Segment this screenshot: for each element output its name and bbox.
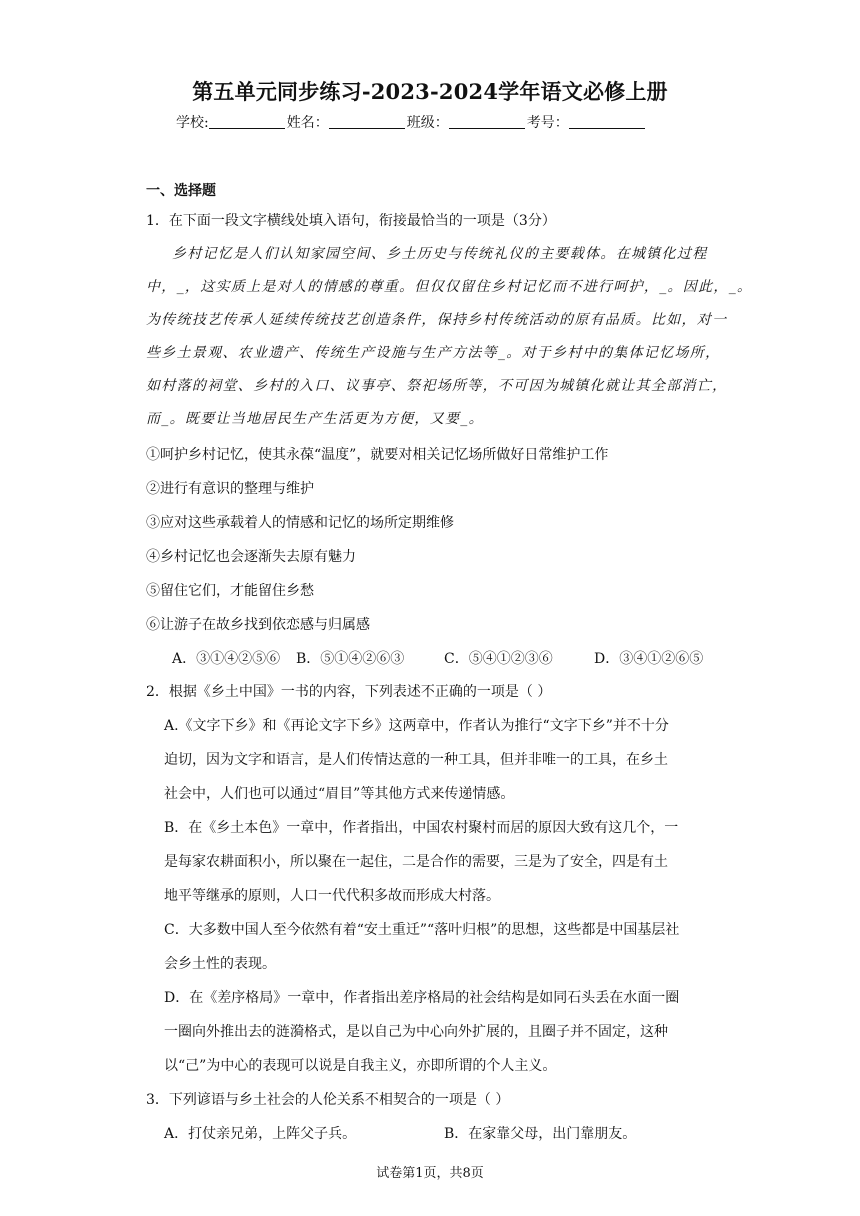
choice-line: 社会中，人们也可以通过“眉目”等其他方式来传递情感。 bbox=[164, 786, 515, 802]
passage-line: 而_。既要让当地居民生产生活更为方便，又要_。 bbox=[146, 411, 484, 427]
choice-line: C．大多数中国人至今依然有着“安土重迁”“落叶归根”的思想，这些都是中国基层社 bbox=[164, 922, 680, 938]
option-c[interactable]: C．⑤④①②③⑥ bbox=[444, 651, 553, 667]
option-b[interactable]: B．在家靠父母，出门靠朋友。 bbox=[444, 1126, 637, 1142]
list-item: ②进行有意识的整理与维护 bbox=[146, 481, 314, 497]
choice-line: D．在《差序格局》一章中，作者指出差序格局的社会结构是如同石头丢在水面一圈 bbox=[164, 990, 680, 1006]
class-blank bbox=[449, 114, 525, 129]
class-label: 班级： bbox=[406, 115, 449, 131]
list-item: ⑤留住它们，才能留住乡愁 bbox=[146, 583, 314, 599]
option-a[interactable]: A．打仗亲兄弟，上阵父子兵。 bbox=[164, 1126, 357, 1142]
page-title: 第五单元同步练习-2023-2024学年语文必修上册 bbox=[192, 79, 668, 104]
list-item: ⑥让游子在故乡找到依恋感与归属感 bbox=[146, 617, 370, 633]
passage-line: 中，_，这实质上是对人的情感的尊重。但仅仅留住乡村记忆而不进行呵护，_。因此，_。 bbox=[146, 279, 753, 295]
student-info-line bbox=[176, 112, 647, 132]
choice-line: B．在《乡土本色》一章中，作者指出，中国农村聚村而居的原因大致有这几个，一 bbox=[164, 820, 679, 836]
choice-line: 一圈向外推出去的涟漪格式，是以自己为中心向外扩展的，且圈子并不固定，这种 bbox=[164, 1024, 668, 1040]
passage-line: 些乡土景观、农业遗产、传统生产设施与生产方法等_。对于乡村中的集体记忆场所， bbox=[146, 345, 721, 361]
question-2-stem: 2．根据《乡土中国》一书的内容，下列表述不正确的一项是（ ） bbox=[146, 684, 552, 700]
list-item: ③应对这些承载着人的情感和记忆的场所定期维修 bbox=[146, 515, 454, 531]
option-a[interactable]: A．③①④②⑤⑥ bbox=[172, 651, 281, 667]
school-label: 学校: bbox=[176, 115, 209, 131]
name-blank bbox=[329, 114, 405, 129]
choice-line: 以“己”为中心的表现可以说是自我主义，亦即所谓的个人主义。 bbox=[164, 1058, 557, 1074]
question-3-stem: 3．下列谚语与乡土社会的人伦关系不相契合的一项是（ ） bbox=[146, 1092, 510, 1108]
option-b[interactable]: B．⑤①④②⑥③ bbox=[296, 651, 405, 667]
choice-line: A.《文字下乡》和《再论文字下乡》这两章中，作者认为推行“文字下乡”并不十分 bbox=[164, 718, 669, 734]
section-heading: 一、选择题 bbox=[146, 183, 216, 199]
page-footer: 试卷第1页，共8页 bbox=[376, 1166, 484, 1181]
choice-line: 迫切，因为文字和语言，是人们传情达意的一种工具，但并非唯一的工具，在乡土 bbox=[164, 752, 668, 768]
passage-line: 如村落的祠堂、乡村的入口、议事亭、祭祀场所等，不可因为城镇化就让其全部消亡， bbox=[146, 378, 728, 394]
choice-line: 地平等继承的原则，人口一代代积多故而形成大村落。 bbox=[164, 888, 500, 904]
list-item: ④乡村记忆也会逐渐失去原有魅力 bbox=[146, 549, 356, 565]
name-label: 姓名： bbox=[286, 115, 329, 131]
passage-line: 乡村记忆是人们认知家园空间、乡土历史与传统礼仪的主要载体。在城镇化过程 bbox=[172, 246, 708, 262]
choice-line: 是每家农耕面积小，所以聚在一起住，二是合作的需要，三是为了安全，四是有土 bbox=[164, 854, 668, 870]
exam-no-blank bbox=[569, 114, 645, 129]
choice-line: 会乡土性的表现。 bbox=[164, 956, 276, 972]
school-blank bbox=[209, 114, 285, 129]
option-d[interactable]: D．③④①②⑥⑤ bbox=[594, 651, 704, 667]
passage-line: 为传统技艺传承人延续传统技艺创造条件，保持乡村传统活动的原有品质。比如，对一 bbox=[146, 312, 728, 328]
question-1-stem: 1．在下面一段文字横线处填入语句，衔接最恰当的一项是（3分） bbox=[146, 213, 556, 229]
exam-no-label: 考号： bbox=[526, 115, 569, 131]
list-item: ①呵护乡村记忆，使其永葆“温度”，就要对相关记忆场所做好日常维护工作 bbox=[146, 447, 609, 463]
